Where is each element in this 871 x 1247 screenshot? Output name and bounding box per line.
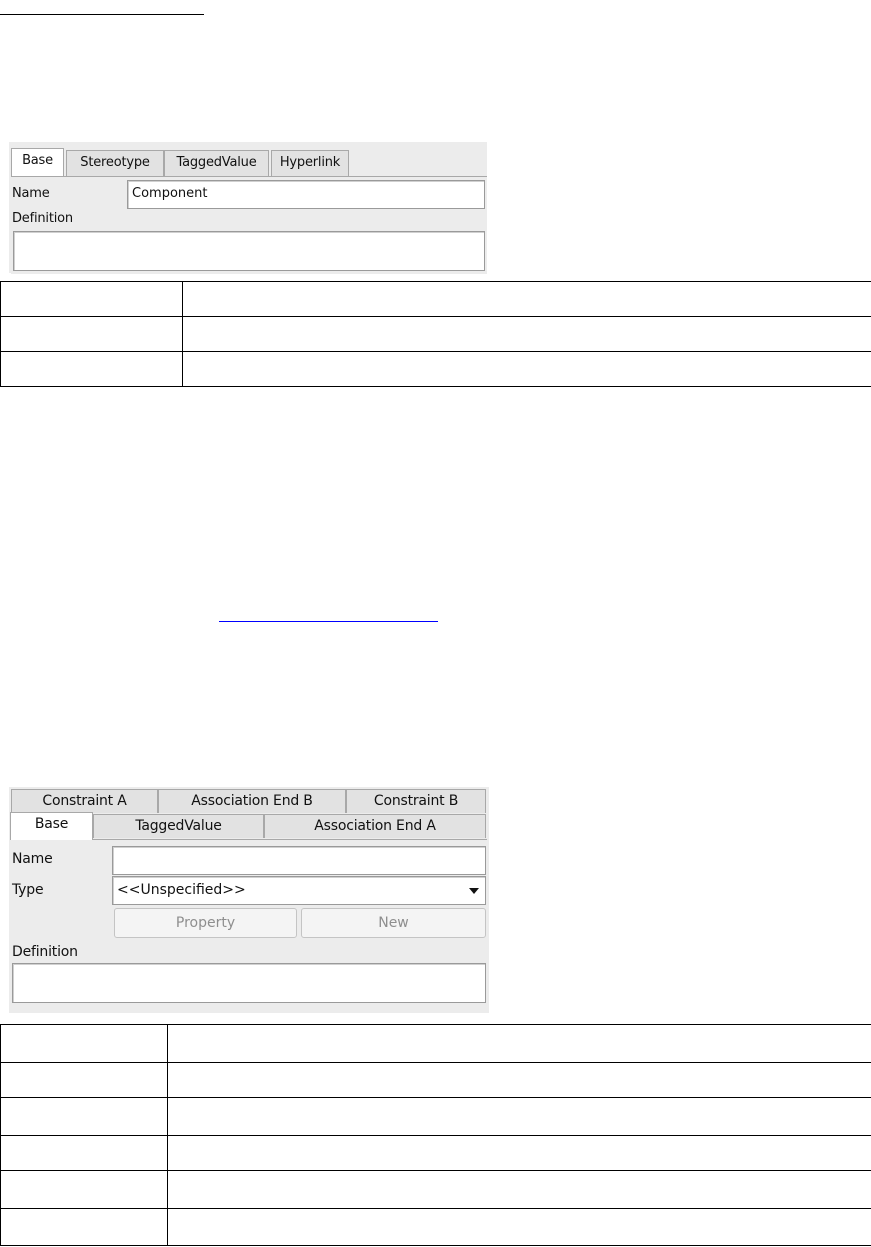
chevron-down-icon[interactable] — [469, 888, 479, 894]
definition-label: Definition — [12, 211, 73, 226]
tab-association-end-b[interactable]: Association End B — [158, 789, 346, 813]
table-cell — [168, 1063, 871, 1098]
tab-content-base — [11, 176, 487, 274]
table-cell — [1, 1136, 168, 1171]
table-cell — [1, 1025, 168, 1063]
type-select-value: <<Unspecified>> — [117, 882, 246, 898]
table-row — [1, 1025, 871, 1063]
tab-stereotype[interactable]: Stereotype — [66, 150, 164, 176]
name-field[interactable]: Component — [127, 180, 485, 209]
table-cell — [168, 1136, 871, 1171]
definition-label: Definition — [12, 944, 78, 960]
association-properties-panel — [9, 787, 489, 1013]
definition-textarea[interactable] — [12, 963, 486, 1003]
table-cell — [168, 1025, 871, 1063]
table-cell — [168, 1098, 871, 1136]
table-cell — [1, 1098, 168, 1136]
heading-underline — [0, 14, 204, 15]
table-cell — [1, 282, 183, 317]
hyperlink[interactable] — [219, 621, 438, 622]
table-cell — [1, 1063, 168, 1098]
table-row — [1, 1171, 871, 1209]
table-row — [1, 1063, 871, 1098]
table-row — [1, 317, 871, 352]
tab-constraint-a[interactable]: Constraint A — [11, 789, 158, 813]
table-row — [1, 1209, 871, 1246]
tab-base[interactable]: Base — [11, 148, 64, 176]
table-cell — [168, 1209, 871, 1246]
table-row — [1, 282, 871, 317]
tab-hyperlink[interactable]: Hyperlink — [271, 150, 349, 176]
table-cell — [183, 352, 871, 387]
table-cell — [183, 282, 871, 317]
new-button[interactable]: New — [301, 908, 486, 938]
name-label: Name — [12, 186, 50, 201]
table-cell — [183, 317, 871, 352]
tab-content-base — [11, 839, 487, 1012]
base-properties-panel — [9, 142, 487, 273]
table-row — [1, 1136, 871, 1171]
table-cell — [1, 317, 183, 352]
properties-table-1 — [0, 281, 871, 387]
property-button[interactable]: Property — [114, 908, 297, 938]
type-select[interactable] — [112, 876, 486, 905]
tab-constraint-b[interactable]: Constraint B — [346, 789, 486, 813]
tab-base[interactable]: Base — [10, 812, 93, 840]
tab-tagged-value[interactable]: TaggedValue — [164, 150, 269, 176]
type-label: Type — [12, 882, 44, 898]
properties-table-2 — [0, 1024, 871, 1246]
table-cell — [1, 1171, 168, 1209]
table-cell — [1, 1209, 168, 1246]
table-cell — [1, 352, 183, 387]
table-cell — [168, 1171, 871, 1209]
name-field[interactable] — [112, 846, 486, 875]
tab-association-end-a[interactable]: Association End A — [264, 814, 486, 838]
table-row — [1, 352, 871, 387]
definition-textarea[interactable] — [13, 231, 485, 271]
name-label: Name — [12, 851, 53, 867]
tab-tagged-value[interactable]: TaggedValue — [93, 814, 264, 838]
table-row — [1, 1098, 871, 1136]
